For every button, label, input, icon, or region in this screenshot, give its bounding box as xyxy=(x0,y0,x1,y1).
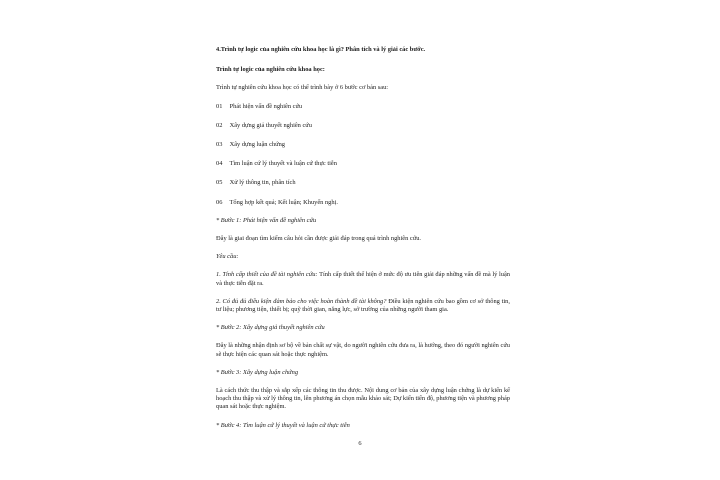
intro-paragraph: Trình tự nghiên cứu khoa học có thể trình bày ở 6 bước cơ bản sau: xyxy=(216,84,389,92)
list-item xyxy=(216,122,510,130)
requirement-2-lead: 2. Có đủ đủ điều kiện đảm bảo cho việc hoàn thành đề tài không? xyxy=(216,297,387,305)
requirement-2 xyxy=(216,298,510,314)
requirement-1-lead: 1. Tính cấp thiết của đề tài nghiên cứu: xyxy=(216,271,318,279)
step-number: 05 xyxy=(216,179,223,187)
page-number: 6 xyxy=(358,440,362,447)
list-item xyxy=(216,141,510,149)
step-number: 02 xyxy=(216,121,223,129)
step-text: Tổng hợp kết quả; Kết luận; Khuyến nghị. xyxy=(229,198,338,206)
requirement-1 xyxy=(216,271,510,287)
step-text: Xây dựng luận chứng xyxy=(229,141,285,149)
requirement-1-text: Tính cấp thiết thể hiện ở mức độ ưu tiên giải đáp những vấn đề mà lý luận và thực tiễn đặt ra. xyxy=(216,271,510,287)
list-item xyxy=(216,103,510,111)
list-item xyxy=(216,179,510,187)
step-text: Xử lý thông tin, phân tích xyxy=(229,179,296,187)
step-number: 01 xyxy=(216,102,223,110)
list-item xyxy=(216,160,510,168)
step2-description: Đây là những nhận định sơ bộ về bản chất sự vật, do người nghiên cứu đưa ra, là hướng, theo đó người nghiên cứu sẽ thực hiện các quan sát hoặc thực nghiệm. xyxy=(216,342,510,358)
step1-title: * Bước 1: Phát hiện vấn đề nghiên cứu xyxy=(216,216,317,224)
document-body xyxy=(216,46,510,440)
step3-title: * Bước 3: Xây dựng luận chứng xyxy=(216,368,299,376)
list-item xyxy=(216,199,510,207)
requirements-label: Yêu cầu: xyxy=(216,253,239,261)
step-number: 03 xyxy=(216,141,223,149)
step4-title: * Bước 4: Tìm luận cứ lý thuyết và luận cứ thực tiễn xyxy=(216,421,350,429)
question-heading: 4.Trình tự logic của nghiên cứu khoa học là gì? Phân tích và lý giải các bước. xyxy=(216,46,426,53)
step-number: 06 xyxy=(216,198,223,206)
step1-description: Đây là giai đoạn tìm kiếm câu hỏi cần được giải đáp trong quá trình nghiên cứu. xyxy=(216,235,421,243)
step3-description: Là cách thức thu thập và sắp xếp các thông tin thu được. Nội dung cơ bản của xây dựng luận chứng là dự kiến kế hoạch thu thập và xử lý thông tin, lên phương án chọn mẫu khảo sát; Dự kiến tiến độ, phương tiện và phương pháp quan sát hoặc thực nghiệm. xyxy=(216,387,510,411)
steps-list xyxy=(216,103,510,207)
step-number: 04 xyxy=(216,160,223,168)
requirement-2-text: Điều kiện nghiên cứu bao gồm cơ sở thông tin, tư liệu; phương tiện, thiết bị; quỹ thời gian, năng lực, sở trường của những người tham gia. xyxy=(216,297,510,314)
step-text: Xây dựng giả thuyết nghiên cứu xyxy=(229,121,312,129)
step2-title: * Bước 2: Xây dựng giả thuyết nghiên cứu xyxy=(216,324,325,332)
step-text: Phát hiện vấn đề nghiên cứu xyxy=(229,102,303,110)
step-text: Tìm luận cứ lý thuyết và luận cứ thực tiễn xyxy=(229,160,337,168)
section-subheading: Trình tự logic của nghiên cứu khoa học: xyxy=(216,66,325,74)
